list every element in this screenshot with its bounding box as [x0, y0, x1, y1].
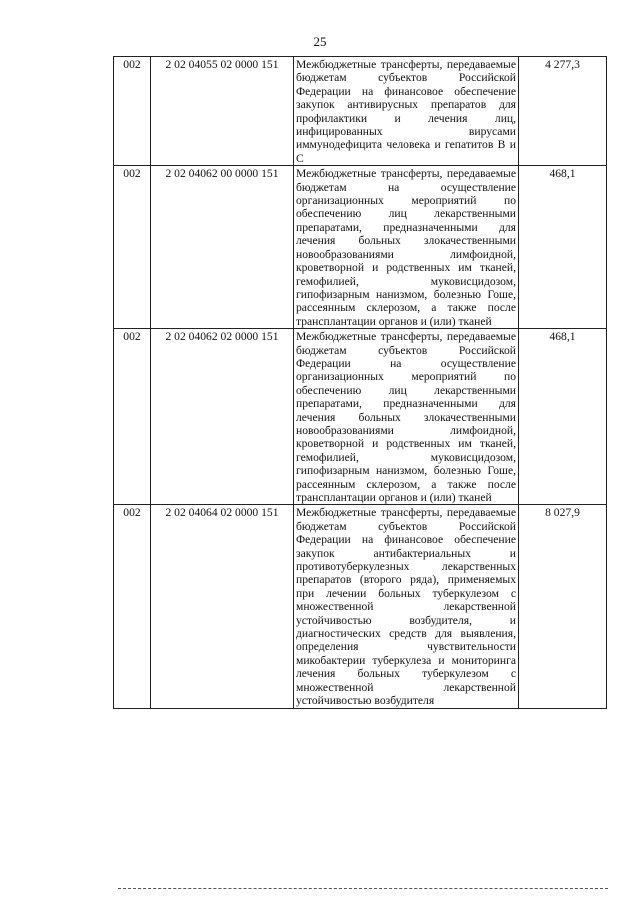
budget-code-cell: 2 02 04055 02 0000 151	[151, 57, 294, 166]
budget-revenue-table	[113, 56, 607, 709]
table-row	[114, 329, 607, 505]
amount-cell: 468,1	[519, 329, 607, 505]
admin-code-cell: 002	[114, 329, 151, 505]
admin-code-cell: 002	[114, 505, 151, 708]
budget-code-cell: 2 02 04062 00 0000 151	[151, 166, 294, 329]
page-number: 25	[313, 34, 327, 49]
footer-divider	[118, 888, 608, 889]
description-cell: Межбюджетные трансферты, передаваемые бюджетам субъектов Российской Федерации на финансовое обеспечение закупок антивирусных препаратов для профилактики и лечения лиц, инфицированных вирусами иммунодефицита человека и гепатитов В и С	[294, 57, 519, 166]
admin-code-cell: 002	[114, 166, 151, 329]
description-cell: Межбюджетные трансферты, передаваемые бюджетам субъектов Российской Федерации на финансовое обеспечение закупок антибактериальных и противотуберкулезных лекарственных препаратов (второго ряда), применяемых при лечении больных туберкулезом с множественной лекарственной устойчивостью возбудителя, и диагностических средств для выявления, определения чувствительности микобактерии туберкулеза и мониторинга лечения больных туберкулезом с множественной лекарственной устойчивостью возбудителя	[294, 505, 519, 708]
table-row	[114, 505, 607, 708]
amount-cell: 468,1	[519, 166, 607, 329]
budget-code-cell: 2 02 04064 02 0000 151	[151, 505, 294, 708]
table-row	[114, 57, 607, 166]
amount-cell: 4 277,3	[519, 57, 607, 166]
admin-code-cell: 002	[114, 57, 151, 166]
budget-code-cell: 2 02 04062 02 0000 151	[151, 329, 294, 505]
table-row	[114, 166, 607, 329]
amount-cell: 8 027,9	[519, 505, 607, 708]
description-cell: Межбюджетные трансферты, передаваемые бюджетам на осуществление организационных мероприятий по обеспечению лиц лекарственными препаратами, предназначенными для лечения больных злокачественными новообразованиями лимфоидной, кроветворной и родственных им тканей, гемофилией, муковисцидозом, гипофизарным нанизмом, болезнью Гоше, рассеянным склерозом, а также после трансплантации органов и (или) тканей	[294, 166, 519, 329]
description-cell: Межбюджетные трансферты, передаваемые бюджетам субъектов Российской Федерации на осуществление организационных мероприятий по обеспечению лиц лекарственными препаратами, предназначенными для лечения больных злокачественными новообразованиями лимфоидной, кроветворной и родственных им тканей, гемофилией, муковисцидозом, гипофизарным нанизмом, болезнью Гоше, рассеянным склерозом, а также после трансплантации органов и (или) тканей	[294, 329, 519, 505]
